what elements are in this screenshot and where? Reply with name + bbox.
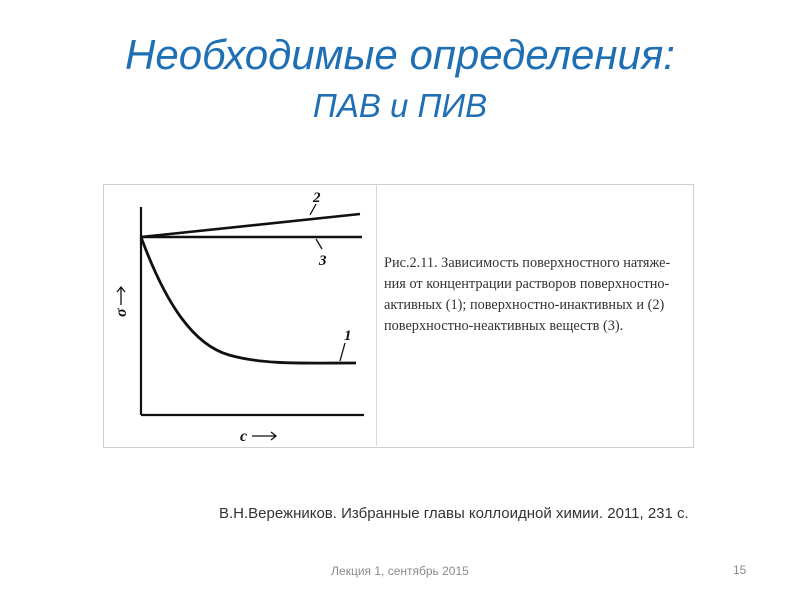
figure-divider bbox=[376, 184, 377, 446]
curve-3-label: 3 bbox=[319, 253, 327, 269]
citation: В.Н.Вережников. Избранные главы коллоидной химии. 2011, 231 с. bbox=[219, 505, 689, 522]
slide-subtitle: ПАВ и ПИВ bbox=[312, 87, 488, 124]
figure-caption bbox=[384, 253, 696, 337]
curve-2 bbox=[141, 214, 360, 237]
caption-line: ния от концентрации растворов поверхностно- bbox=[384, 276, 670, 292]
y-axis-label: σ bbox=[113, 308, 130, 317]
curve-1-label: 1 bbox=[344, 328, 352, 344]
surface-tension-graph bbox=[104, 185, 376, 445]
footer-lecture: Лекция 1, сентябрь 2015 bbox=[331, 564, 469, 578]
curve-1-leader bbox=[340, 343, 345, 361]
curve-3-leader bbox=[316, 239, 322, 249]
caption-line: активных (1); поверхностно-инактивных и (2) bbox=[384, 297, 665, 313]
curve-2-label: 2 bbox=[313, 190, 321, 206]
y-axis-label-group bbox=[113, 287, 130, 317]
page-number: 15 bbox=[733, 563, 747, 577]
x-axis-label: c bbox=[240, 428, 248, 445]
slide-title: Необходимые определения: bbox=[125, 31, 675, 78]
caption-line: Рис.2.11. Зависимость поверхностного натяже- bbox=[384, 255, 671, 271]
caption-line: поверхностно-неактивных веществ (3). bbox=[384, 318, 624, 334]
